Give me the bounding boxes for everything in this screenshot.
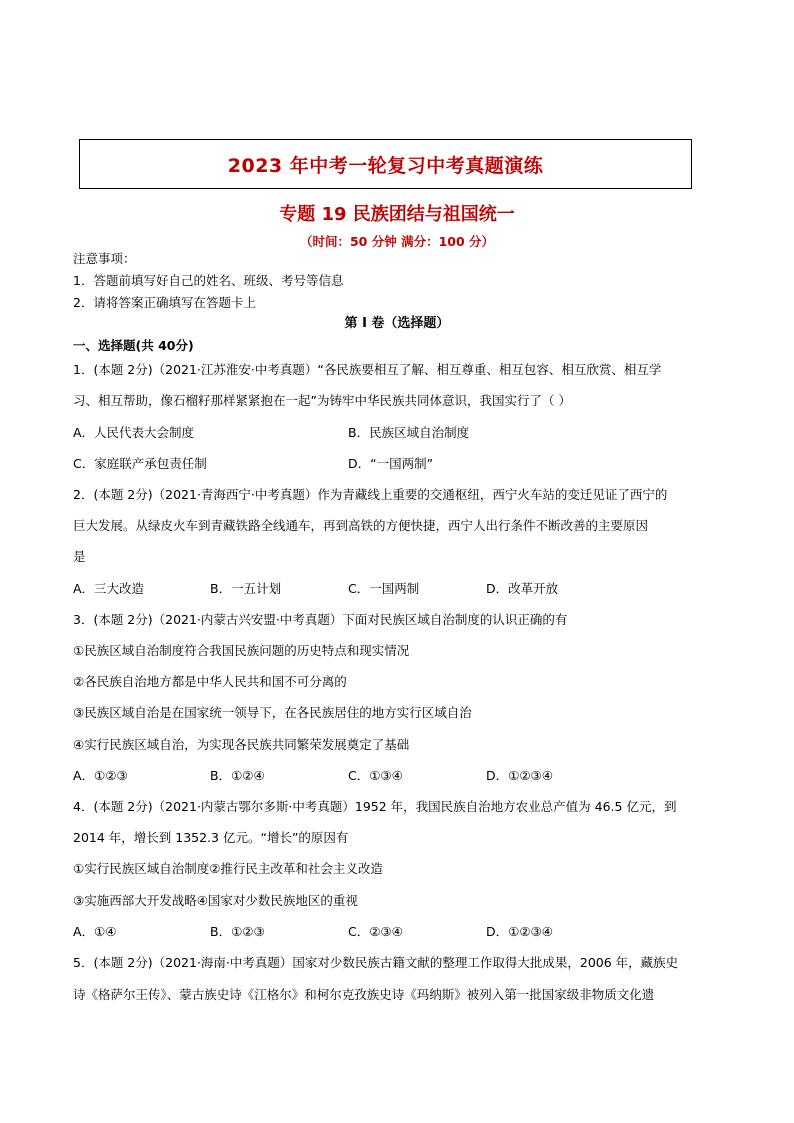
question-5-line: 5．(本题 2分)（2021·海南·中考真题）国家对少数民族古籍文献的整理工作取得大批成果，2006 年，藏族史 [73,955,679,970]
time-limit: （时间：50 分钟 满分：100 分） [299,234,495,249]
question-1-line: 1．(本题 2分)（2021·江苏淮安·中考真题）“各民族要相互了解、相互尊重、相互包容、相互欣赏、相互学 [73,362,662,377]
question-3-line: ③民族区域自治是在国家统一领导下，在各民族居住的地方实行区域自治 [73,705,472,720]
q4-option-b: B．①②③ [210,924,265,939]
note-item: 2．请将答案正确填写在答题卡上 [73,295,256,310]
main-title: 2023 年中考一轮复习中考真题演练 [227,154,544,177]
title-box [79,139,692,189]
note-item: 1．答题前填写好自己的姓名、班级、考号等信息 [73,273,344,288]
question-4-line: 4．(本题 2分)（2021·内蒙古鄂尔多斯·中考真题）1952 年，我国民族自治地方农业总产值为 46.5 亿元，到 [73,799,677,814]
question-5-line: 诗《格萨尔王传》、蒙古族史诗《江格尔》和柯尔克孜族史诗《玛纳斯》被列入第一批国家级非物质文化遗 [73,987,655,1002]
question-4-line: 2014 年，增长到 1352.3 亿元。“增长”的原因有 [73,830,349,845]
q2-option-a: A．三大改造 [73,581,145,596]
q1-option-a: A．人民代表大会制度 [73,425,195,440]
q1-option-d: D．“一国两制” [348,456,434,471]
q1-option-b: B．民族区域自治制度 [348,425,470,440]
question-2-line: 是 [73,549,86,564]
notes-heading: 注意事项： [73,251,136,266]
q1-option-c: C．家庭联产承包责任制 [73,456,207,471]
q3-option-c: C．①③④ [348,768,403,783]
q3-option-a: A．①②③ [73,768,128,783]
question-2-line: 2．(本题 2分)（2021·青海西宁·中考真题）作为青藏线上重要的交通枢纽，西宁火车站的变迁见证了西宁的 [73,487,668,502]
question-3-line: 3．(本题 2分)（2021·内蒙古兴安盟·中考真题）下面对民族区域自治制度的认识正确的有 [73,612,568,627]
q4-option-a: A．①④ [73,924,117,939]
q3-option-b: B．①②④ [210,768,265,783]
q2-option-b: B．一五计划 [210,581,282,596]
subtitle: 专题 19 民族团结与祖国统一 [279,204,515,225]
q2-option-d: D．改革开放 [486,581,559,596]
q2-option-c: C．一国两制 [348,581,420,596]
q4-option-c: C．②③④ [348,924,403,939]
question-3-line: ②各民族自治地方都是中华人民共和国不可分离的 [73,674,347,689]
q4-option-d: D．①②③④ [486,924,553,939]
q3-option-d: D．①②③④ [486,768,553,783]
question-1-line: 习、相互帮助，像石榴籽那样紧紧抱在一起”为铸牢中华民族共同体意识，我国实行了（ ） [73,393,571,408]
question-2-line: 巨大发展。从绿皮火车到青藏铁路全线通车，再到高铁的方便快捷，西宁人出行条件不断改善的主要原因 [73,518,649,533]
question-4-line: ①实行民族区域自治制度②推行民主改革和社会主义改造 [73,861,383,876]
question-4-line: ③实施西部大开发战略④国家对少数民族地区的重视 [73,893,358,908]
part-title: 一、选择题(共 40分) [73,338,194,353]
question-3-line: ①民族区域自治制度符合我国民族问题的历史特点和现实情况 [73,643,410,658]
question-3-line: ④实行民族区域自治，为实现各民族共同繁荣发展奠定了基础 [73,737,410,752]
volume-title: 第 I 卷（选择题） [344,316,450,331]
